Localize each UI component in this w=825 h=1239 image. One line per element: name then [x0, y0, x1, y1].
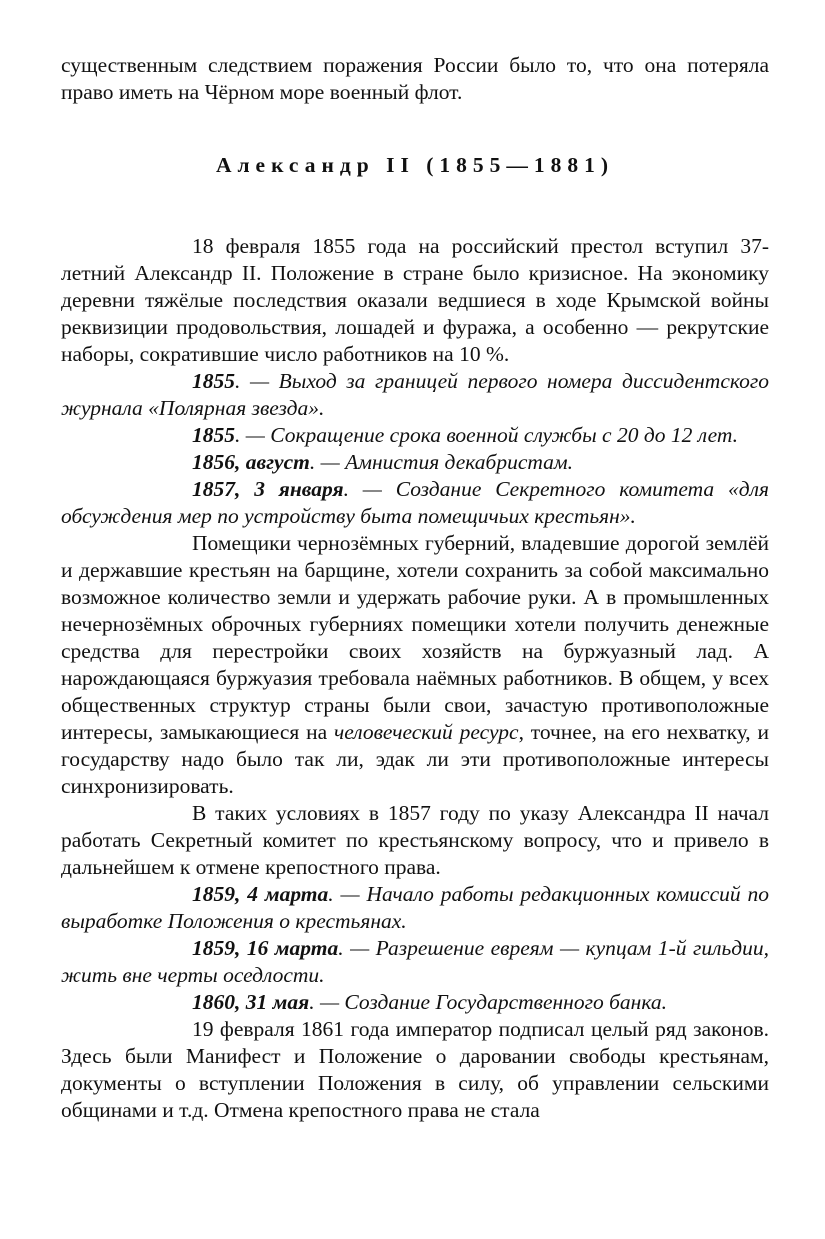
- section-heading: Александр II (1855—1881): [215, 153, 615, 177]
- chronology-entry-secret-committee: [61, 476, 769, 530]
- paragraph-manifesto: 19 февраля 1861 года император подписал целый ряд законов. Здесь были Манифест и Положение о даровании свободы крестьянам, документы о вступлении Положения в силу, об управлении сельскими общинами и т.д. Отмена крепостного права не стала: [61, 1017, 769, 1122]
- paragraph-secret-committee: В таких условиях в 1857 году по указу Александра II начал работать Секретный комитет по крестьянскому вопросу, что и привело в дальнейшем к отмене крепостного права.: [61, 801, 769, 879]
- chronology-text: . — Создание Государственного банка.: [309, 990, 667, 1014]
- chronology-date: 1856, август: [192, 450, 310, 474]
- chronology-entry-amnesty: [61, 449, 769, 476]
- document-page: [61, 0, 769, 1239]
- paragraph-landowners: [61, 530, 769, 800]
- chronology-text: . — Амнистия декабристам.: [309, 450, 574, 474]
- chronology-date: 1859, 16 марта: [192, 936, 339, 960]
- chronology-date: 1857, 3 января: [192, 477, 344, 501]
- chronology-text: . — Выход за границей первого номера диссидентского журнала «Полярная звезда».: [61, 369, 769, 420]
- section-body: [61, 233, 769, 1124]
- chronology-text: . — Создание Секретного комитета «для обсуждения мер по устройству быта помещичьих крестьян».: [61, 477, 769, 528]
- chronology-entry-state-bank: [61, 989, 769, 1016]
- chronology-entry-editorial-commissions: [61, 881, 769, 935]
- continued-paragraph: существенным следствием поражения России было то, что она потеряла право иметь на Чёрном море военный флот.: [61, 53, 769, 104]
- chronology-date: 1859, 4 марта: [192, 882, 329, 906]
- chronology-entry-polar-star: [61, 368, 769, 422]
- chronology-text: . — Сокращение срока военной службы с 20 до 12 лет.: [235, 423, 739, 447]
- chronology-date: 1860, 31 мая: [192, 990, 310, 1014]
- chronology-entry-merchants: [61, 935, 769, 989]
- chronology-entry-military-service: [61, 422, 769, 449]
- paragraph-text: Помещики чернозёмных губерний, владевшие дорогой землёй и державшие крестьян на барщине, хотели сохранить за собой максимально возможное количество земли и удержать рабочие руки. А в промышленных нечернозёмных оброчных губерниях помещики хотели получить денежные средства для перестройки своих хозяйств на буржуазный лад. А нарождающаяся буржуазия требовала наёмных работников. В общем, у всех общественных структур страны были свои, зачастую противоположные интересы, замыкающиеся на: [61, 531, 769, 744]
- emphasized-term: человеческий ресурс: [333, 720, 519, 744]
- chronology-text: . — Начало работы редакционных комиссий по выработке Положения о крестьянах.: [61, 882, 769, 933]
- chronology-text: . — Разрешение евреям — купцам 1-й гильдии, жить вне черты оседлости.: [61, 936, 770, 987]
- paragraph-text: , точнее, на его нехватку, и государству надо было так ли, эдак ли эти противоположные интересы синхронизировать.: [61, 720, 769, 798]
- chronology-date: 1855: [192, 369, 235, 393]
- paragraph-accession: 18 февраля 1855 года на российский престол вступил 37-летний Александр II. Положение в стране было кризисное. На экономику деревни тяжёлые последствия оказали ведшиеся в ходе Крымской войны реквизиции продовольствия, лошадей и фуража, а особенно — рекрутские наборы, сократившие число работников на 10 %.: [61, 234, 769, 366]
- chronology-date: 1855: [192, 423, 235, 447]
